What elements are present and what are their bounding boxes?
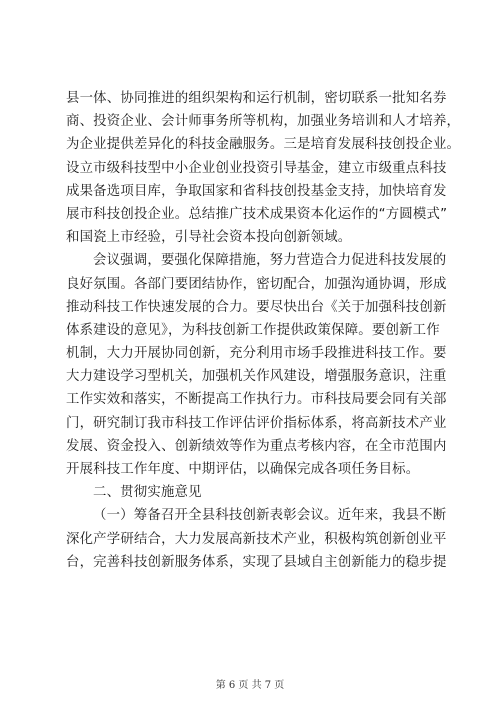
- text-line: 体系建设的意见》，为科技创新工作提供政策保障。要创新工作: [66, 322, 440, 338]
- body-text: [66, 87, 461, 574]
- page-footer: 第 6 页 共 7 页: [215, 680, 285, 691]
- text-line: 台，完善科技创新服务体系，实现了县域自主创新能力的稳步提: [66, 554, 447, 570]
- text-line: 设立市级科技型中小企业创业投资引导基金，建立市级重点科技: [66, 160, 447, 176]
- text-line: 工作实效和落实，不断提高工作执行力。市科技局要会同有关部: [66, 392, 447, 408]
- text-line: 深化产学研结合，大力发展高新技术产业，积极构筑创新创业平: [66, 531, 447, 547]
- text-line: 为企业提供差异化的科技金融服务。三是培育发展科技创投企业。: [66, 137, 461, 153]
- text-line: 商、投资企业、会计师事务所等机构，加强业务培训和人才培养，: [66, 114, 461, 130]
- text-line: 大力建设学习型机关，加强机关作风建设，增强服务意识，注重: [66, 369, 447, 385]
- text-line: 机制，大力开展协同创新，充分利用市场手段推进科技工作。要: [66, 346, 447, 362]
- text-line: 发展、资金投入、创新绩效等作为重点考核内容，在全市范围内: [66, 438, 447, 454]
- text-line: 成果备选项目库，争取国家和省科技创投基金支持，加快培育发: [66, 183, 447, 199]
- text-line: 展市科技创投企业。总结推广技术成果资本化运作的“方圆模式”: [66, 206, 448, 222]
- text-line: 推动科技工作快速发展的合力。要尽快出台《关于加强科技创新: [66, 299, 447, 315]
- text-line: 良好氛围。各部门要团结协作，密切配合，加强沟通协调，形成: [66, 276, 447, 292]
- text-line: （一）筹备召开全县科技创新表彰会议。近年来，我县不断: [93, 508, 447, 524]
- text-line: 开展科技工作年度、中期评估，以确保完成各项任务目标。: [66, 462, 420, 477]
- text-line: 会议强调，要强化保障措施，努力营造合力促进科技发展的: [93, 253, 447, 269]
- text-line: 县一体、协同推进的组织架构和运行机制，密切联系一批知名券: [66, 91, 447, 106]
- text-line: 门，研究制订我市科技工作评估评价指标体系，将高新技术产业: [66, 415, 447, 431]
- text-line: 二、贯彻实施意见: [93, 485, 202, 501]
- text-line: 和国瓷上市经验，引导社会资本投向创新领域。: [66, 230, 352, 246]
